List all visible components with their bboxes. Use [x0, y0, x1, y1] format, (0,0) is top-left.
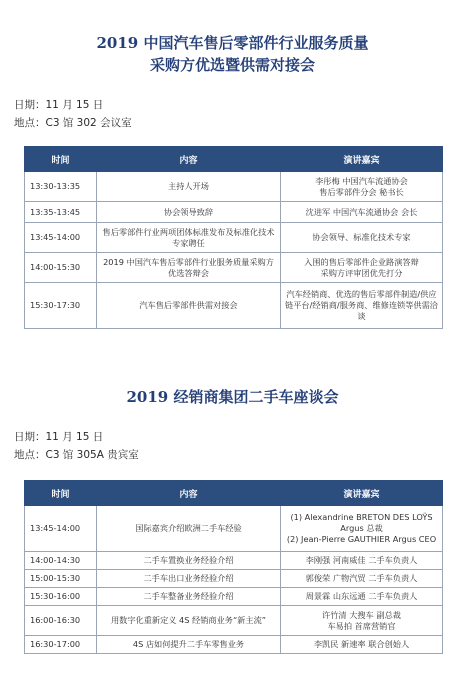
content-cell: 二手车整备业务经验介绍: [97, 588, 281, 606]
time-cell: 13:30-13:35: [25, 172, 97, 202]
time-cell: 15:00-15:30: [25, 570, 97, 588]
content-cell: 售后零部件行业两项团体标准发布及标准化技术专家聘任: [97, 223, 281, 253]
table-row: [25, 606, 443, 636]
header-speaker: 演讲嘉宾: [281, 481, 443, 506]
content-cell: 汽车售后零部件供需对接会: [97, 283, 281, 329]
header-content: 内容: [97, 147, 281, 172]
speaker-cell: 李彤梅 中国汽车流通协会 售后零部件分会 秘书长: [281, 172, 443, 202]
section-1-title-line1: 2019 中国汽车售后零部件行业服务质量: [96, 34, 369, 52]
speaker-cell: 许竹清 大搜车 副总裁 车易拍 首席营销官: [281, 606, 443, 636]
speaker-cell: 周景霖 山东远通 二手车负责人: [281, 588, 443, 606]
time-cell: 16:30-17:00: [25, 636, 97, 654]
table-header-row: [25, 147, 443, 172]
table-row: [25, 506, 443, 552]
content-cell: 4S 店如何提升二手车零售业务: [97, 636, 281, 654]
content-cell: 主持人开场: [97, 172, 281, 202]
content-cell: 用数字化重新定义 4S 经销商业务“新主流”: [97, 606, 281, 636]
content-cell: 2019 中国汽车售后零部件行业服务质量采购方优选答辩会: [97, 253, 281, 283]
section-2-date: 日期：11 月 15 日: [14, 431, 104, 443]
table-row: [25, 552, 443, 570]
section-1-schedule-table: [24, 146, 443, 329]
section-2-title: 2019 经销商集团二手车座谈会: [126, 388, 339, 406]
header-speaker: 演讲嘉宾: [281, 147, 443, 172]
section-2-venue: 地点：C3 馆 305A 贵宾室: [14, 449, 139, 461]
table-row: [25, 223, 443, 253]
speaker-cell: 沈进军 中国汽车流通协会 会长: [281, 202, 443, 223]
speaker-cell: 协会领导、标准化技术专家: [281, 223, 443, 253]
table-header-row: [25, 481, 443, 506]
table-row: [25, 636, 443, 654]
header-time: 时间: [25, 147, 97, 172]
speaker-cell: 李刚强 河南威佳 二手车负责人: [281, 552, 443, 570]
time-cell: 15:30-17:30: [25, 283, 97, 329]
content-cell: 国际嘉宾介绍欧洲二手车经验: [97, 506, 281, 552]
content-cell: 二手车置换业务经验介绍: [97, 552, 281, 570]
section-1-date: 日期：11 月 15 日: [14, 99, 104, 111]
time-cell: 13:45-14:00: [25, 506, 97, 552]
time-cell: 15:30-16:00: [25, 588, 97, 606]
time-cell: 14:00-15:30: [25, 253, 97, 283]
table-row: [25, 283, 443, 329]
section-2-schedule-table: [24, 480, 443, 654]
time-cell: 14:00-14:30: [25, 552, 97, 570]
speaker-cell: 入围的售后零部件企业路演答辩 采购方评审团优先打分: [281, 253, 443, 283]
table-row: [25, 202, 443, 223]
section-1-title: [0, 32, 465, 76]
speaker-cell: (1) Alexandrine BRETON DES LOŸS Argus 总裁 (2) Jean-Pierre GAUTHIER Argus CEO: [281, 506, 443, 552]
content-cell: 二手车出口业务经验介绍: [97, 570, 281, 588]
header-content: 内容: [97, 481, 281, 506]
table-row: [25, 588, 443, 606]
time-cell: 13:45-14:00: [25, 223, 97, 253]
speaker-cell: 汽车经销商、优选的售后零部件制造/供应链平台/经销商/服务商、维修连锁等供需洽谈: [281, 283, 443, 329]
table-row: [25, 253, 443, 283]
time-cell: 16:00-16:30: [25, 606, 97, 636]
section-1-meta: [14, 96, 132, 132]
speaker-cell: 郭俊荣 广物汽贸 二手车负责人: [281, 570, 443, 588]
table-row: [25, 570, 443, 588]
time-cell: 13:35-13:45: [25, 202, 97, 223]
speaker-cell: 李凯民 新速率 联合创始人: [281, 636, 443, 654]
section-2-meta: [14, 428, 139, 464]
section-1-title-line2: 采购方优选暨供需对接会: [149, 56, 315, 74]
section-1-venue: 地点：C3 馆 302 会议室: [14, 117, 132, 129]
content-cell: 协会领导致辞: [97, 202, 281, 223]
header-time: 时间: [25, 481, 97, 506]
table-row: [25, 172, 443, 202]
